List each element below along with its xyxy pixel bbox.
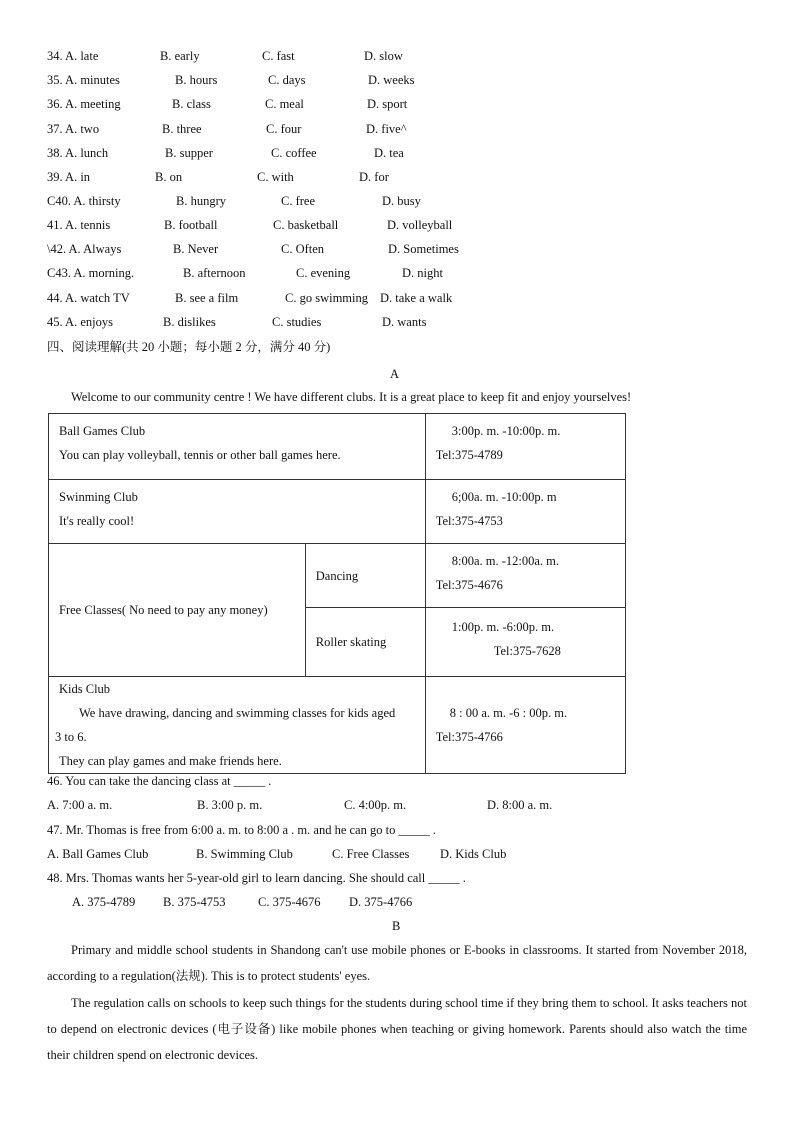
kids-club-cell: [49, 677, 426, 774]
question-option-c: C. four: [266, 122, 302, 136]
q48-option-c: C. 375-4676: [258, 895, 321, 909]
ball-games-tel: Tel:375-4789: [435, 448, 503, 462]
dancing-time: 8:00a. m. -12:00a. m.: [451, 554, 559, 568]
question-option-d: D. wants: [382, 315, 427, 329]
question-option-d: D. for: [359, 170, 389, 184]
question-option-b: B. hours: [175, 73, 218, 87]
question-option-b: B. see a film: [175, 291, 239, 305]
vocab-question-row: [0, 216, 793, 234]
vocab-question-row: [0, 47, 793, 65]
question-option-a: 37. A. two: [47, 122, 100, 136]
ball-games-desc: You can play volleyball, tennis or other ball games here.: [59, 448, 341, 462]
question-option-c: C. days: [268, 73, 306, 87]
q47-option-b: B. Swimming Club: [196, 847, 293, 861]
question-option-d: D. busy: [382, 194, 421, 208]
section-heading: 四、阅读理解(共 20 小题；每小题 2 分，满分 40 分): [47, 340, 331, 354]
question-option-a: C40. A. thirsty: [47, 194, 121, 208]
roller-skating-time-cell: [425, 608, 625, 677]
question-option-b: B. on: [155, 170, 183, 184]
question-option-b: B. hungry: [176, 194, 226, 208]
vocab-question-row: [0, 168, 793, 186]
dancing-tel: Tel:375-4676: [435, 578, 503, 592]
ball-games-cell: [49, 414, 426, 480]
q48-option-d: D. 375-4766: [349, 895, 413, 909]
question-option-b: B. supper: [165, 146, 213, 160]
dancing-time-cell: [425, 544, 625, 608]
question-option-c: C. studies: [272, 315, 322, 329]
question-option-c: C. free: [281, 194, 316, 208]
vocab-question-row: [0, 71, 793, 89]
question-option-c: C. coffee: [271, 146, 317, 160]
swimming-time: 6;00a. m. -10:00p. m: [451, 490, 557, 504]
vocab-question-row: [0, 313, 793, 331]
vocab-question-row: [0, 144, 793, 162]
kids-club-desc-3: They can play games and make friends here.: [59, 754, 282, 768]
passage-b-paragraph-2: The regulation calls on schools to keep such things for the students during school time if they bring them to school. It asks teachers not to depend on electronic devices (电子设备) like mobile phones when teaching or giving homework. Parents should also watch the time their children spend on electronic devices.: [47, 996, 747, 1062]
question-option-d: D. sport: [367, 97, 408, 111]
question-option-b: B. afternoon: [183, 266, 246, 280]
question-option-d: D. volleyball: [387, 218, 453, 232]
question-option-b: B. early: [160, 49, 200, 63]
question-option-a: C43. A. morning.: [47, 266, 135, 280]
question-48: 48. Mrs. Thomas wants her 5-year-old girl to learn dancing. She should call _____ .: [47, 871, 466, 885]
ball-games-name: Ball Games Club: [59, 424, 146, 438]
question-46: 46. You can take the dancing class at _____ .: [47, 774, 272, 788]
passage-b-label: B: [392, 919, 401, 933]
question-option-d: D. slow: [364, 49, 403, 63]
kids-club-time: 8 : 00 a. m. -6 : 00p. m.: [449, 706, 568, 720]
q46-option-c: C. 4:00p. m.: [344, 798, 407, 812]
dancing-cell: [305, 544, 425, 608]
roller-skating-name: Roller skating: [315, 635, 387, 649]
vocab-question-row: [0, 95, 793, 113]
swimming-desc: It's really cool!: [59, 514, 135, 528]
question-option-d: D. night: [402, 266, 443, 280]
question-option-c: C. with: [257, 170, 294, 184]
question-option-b: B. Never: [173, 242, 219, 256]
question-option-b: B. class: [172, 97, 211, 111]
question-option-d: D. Sometimes: [388, 242, 459, 256]
q47-option-a: A. Ball Games Club: [47, 847, 149, 861]
club-schedule-table: [48, 413, 626, 774]
swimming-cell: [49, 480, 426, 544]
kids-club-name: Kids Club: [59, 682, 111, 696]
kids-club-desc-1: We have drawing, dancing and swimming classes for kids aged: [79, 706, 396, 720]
ball-games-time: 3:00p. m. -10:00p. m.: [451, 424, 561, 438]
vocab-question-row: [0, 289, 793, 307]
q46-option-d: D. 8:00 a. m.: [487, 798, 553, 812]
roller-skating-cell: [305, 608, 425, 677]
q46-option-a: A. 7:00 a. m.: [47, 798, 113, 812]
question-option-a: 41. A. tennis: [47, 218, 111, 232]
free-classes-name: Free Classes( No need to pay any money): [59, 603, 268, 617]
q47-option-d: D. Kids Club: [440, 847, 507, 861]
question-option-c: C. fast: [262, 49, 295, 63]
passage-a-label: A: [390, 367, 400, 381]
question-option-b: B. dislikes: [163, 315, 216, 329]
question-option-c: C. Often: [281, 242, 325, 256]
question-47: 47. Mr. Thomas is free from 6:00 a. m. to 8:00 a . m. and he can go to _____ .: [47, 823, 436, 837]
q47-option-c: C. Free Classes: [332, 847, 410, 861]
kids-club-time-cell: [425, 677, 625, 774]
swimming-tel: Tel:375-4753: [435, 514, 503, 528]
question-option-d: D. five^: [366, 122, 407, 136]
q48-option-b: B. 375-4753: [163, 895, 226, 909]
question-option-d: D. tea: [374, 146, 404, 160]
question-option-a: \42. A. Always: [47, 242, 122, 256]
question-option-b: B. three: [162, 122, 202, 136]
passage-b-paragraph-1: Primary and middle school students in Shandong can't use mobile phones or E-books in classrooms. It started from November 2018, according to a regulation(法规). This is to protect students' eyes.: [47, 943, 747, 983]
question-option-c: C. evening: [296, 266, 351, 280]
question-option-d: D. weeks: [368, 73, 415, 87]
dancing-name: Dancing: [315, 568, 359, 583]
q46-option-b: B. 3:00 p. m.: [197, 798, 263, 812]
question-option-a: 35. A. minutes: [47, 73, 120, 87]
kids-club-tel: Tel:375-4766: [435, 730, 503, 744]
question-option-a: 38. A. lunch: [47, 146, 109, 160]
q48-option-a: A. 375-4789: [72, 895, 136, 909]
question-option-a: 44. A. watch TV: [47, 291, 130, 305]
roller-skating-time: 1:00p. m. -6:00p. m.: [451, 620, 555, 634]
kids-club-desc-2: 3 to 6.: [55, 730, 87, 744]
question-option-a: 45. A. enjoys: [47, 315, 113, 329]
question-option-c: C. basketball: [273, 218, 339, 232]
vocab-question-row: [0, 120, 793, 138]
ball-games-time-cell: [425, 414, 625, 480]
question-option-c: C. go swimming: [285, 291, 368, 305]
vocab-question-row: [0, 240, 793, 258]
question-option-a: 39. A. in: [47, 170, 91, 184]
question-option-a: 36. A. meeting: [47, 97, 121, 111]
passage-a-intro: Welcome to our community centre ! We have different clubs. It is a great place to keep fit and enjoy yourselves!: [71, 390, 632, 404]
swimming-time-cell: [425, 480, 625, 544]
question-option-c: C. meal: [265, 97, 304, 111]
swimming-name: Swinming Club: [59, 490, 138, 504]
free-classes-cell: [49, 544, 306, 677]
vocab-question-row: [0, 264, 793, 282]
vocab-question-row: [0, 192, 793, 210]
question-option-b: B. football: [164, 218, 218, 232]
roller-skating-tel: Tel:375-7628: [493, 644, 561, 658]
question-option-d: D. take a walk: [380, 291, 453, 305]
question-option-a: 34. A. late: [47, 49, 99, 63]
